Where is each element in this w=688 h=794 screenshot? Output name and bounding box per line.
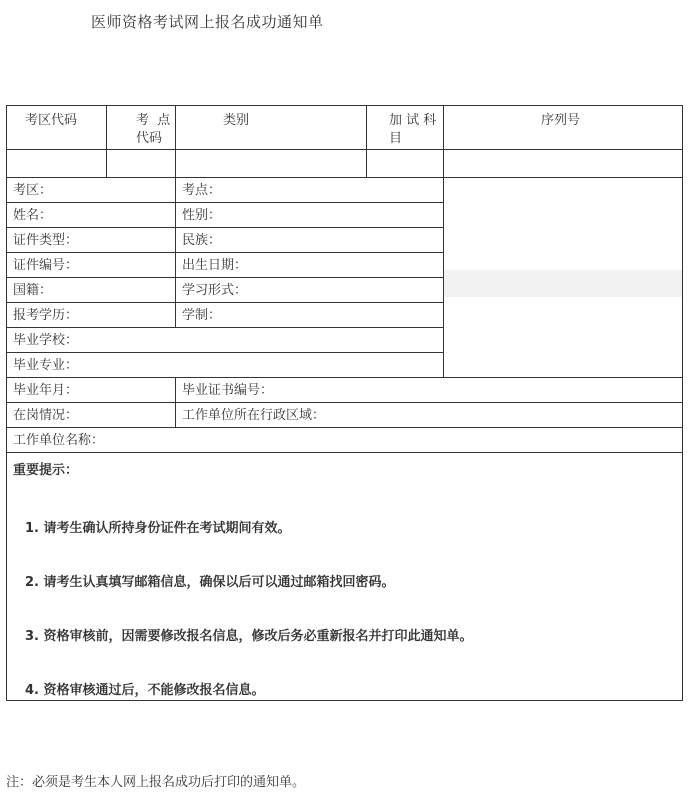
field-study-form: 学习形式： [182,283,248,298]
field-birth-date: 出生日期： [182,258,248,273]
field-school-system: 学制： [182,308,222,323]
note-item-1: 1. 请考生确认所持身份证件在考试期间有效。 [25,521,291,536]
field-id-type: 证件类型： [13,233,79,248]
header-category: 类别 [223,113,250,128]
field-name: 姓名： [13,208,53,223]
field-graduation-date: 毕业年月： [13,383,79,398]
field-diploma-no: 毕业证书编号： [182,383,274,398]
field-graduate-school: 毕业学校： [13,333,79,348]
field-work-unit: 工作单位名称： [13,433,105,448]
note-item-2: 2. 请考生认真填写邮箱信息，确保以后可以通过邮箱找回密码。 [25,575,395,590]
field-exam-site: 考点： [182,183,222,198]
field-id-number: 证件编号： [13,258,79,273]
header-subject-line1: 加 试 科 [389,113,437,128]
field-nationality: 国籍： [13,283,53,298]
header-site-code-line1: 考 点 [136,113,171,128]
field-exam-area: 考区： [13,183,53,198]
page-title: 医师资格考试网上报名成功通知单 [91,13,324,31]
notes-heading: 重要提示： [13,463,79,478]
note-item-3: 3. 资格审核前，因需要修改报名信息，修改后务必重新报名并打印此通知单。 [25,629,473,644]
footer-note: 注：必须是考生本人网上报名成功后打印的通知单。 [6,775,306,790]
field-employment: 在岗情况： [13,408,79,423]
field-gender: 性别： [182,208,222,223]
header-serial: 序列号 [541,113,581,128]
field-major: 毕业专业： [13,358,79,373]
header-exam-area-code: 考区代码 [25,113,78,128]
note-item-4: 4. 资格审核通过后，不能修改报名信息。 [25,683,265,698]
header-site-code-line2: 代码 [136,131,163,146]
field-education: 报考学历： [13,308,79,323]
field-work-region: 工作单位所在行政区域： [182,408,326,423]
field-ethnicity: 民族： [182,233,222,248]
header-subject-line2: 目 [389,131,403,146]
